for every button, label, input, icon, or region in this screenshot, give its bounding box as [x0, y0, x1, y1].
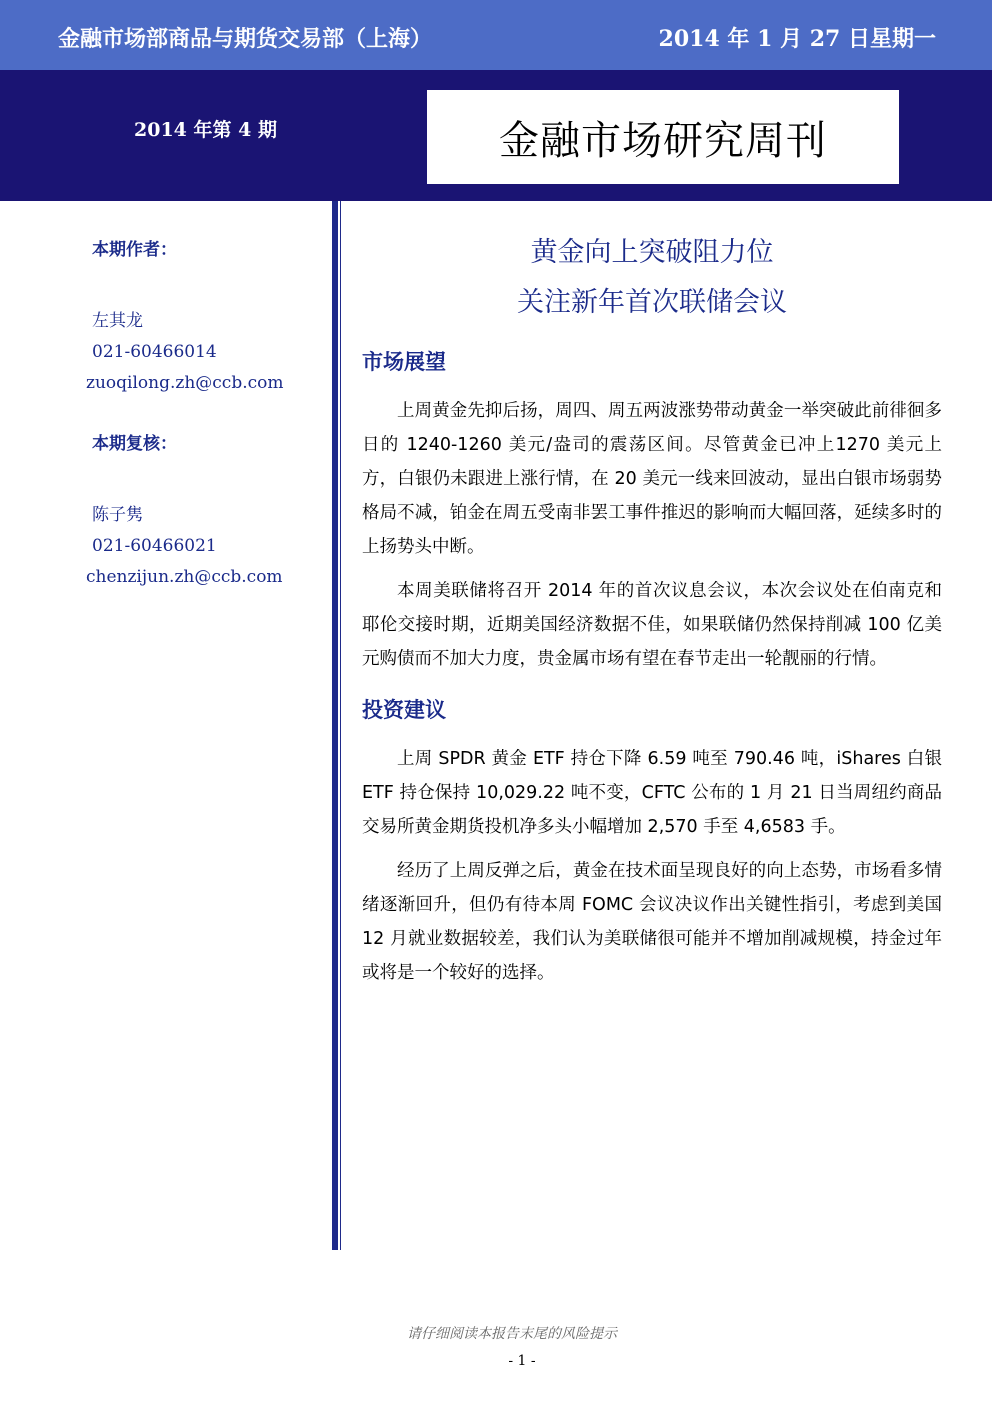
paragraph: 上周黄金先抑后扬，周四、周五两波涨势带动黄金一举突破此前徘徊多日的 1240-1260 美元/盎司的震荡区间。尽管黄金已冲上1270 美元上方，白银仍未跟进上涨行情，在 20 美元一线来回波动，显出白银市场弱势格局不减，铂金在周五受南非罢工事件推迟的影响而大幅回落，延续多时的上扬势头中断。: [362, 401, 942, 557]
column-divider: [332, 201, 338, 1250]
reviewer-phone: 021-60466021: [92, 536, 217, 556]
author-phone: 021-60466014: [92, 342, 217, 362]
page-number: - 1 -: [508, 1353, 536, 1369]
author-email: zuoqilong.zh@ccb.com: [86, 373, 284, 393]
top-header-band: [0, 0, 992, 70]
paragraph: 本周美联储将召开 2014 年的首次议息会议，本次会议处在伯南克和耶伦交接时期，近期美国经济数据不佳，如果联储仍然保持削减 100 亿美元购债而不加大力度，贵金属市场有望在春节走出一轮靓丽的行情。: [362, 581, 942, 669]
masthead-band: [0, 70, 992, 201]
issue-number: 2014 年第 4 期: [134, 119, 277, 141]
article: [362, 228, 942, 990]
risk-note: 请仔细阅读本报告末尾的风险提示: [407, 1326, 617, 1342]
reviewers-heading: 本期复核：: [92, 434, 177, 454]
author-name: 左其龙: [92, 311, 143, 331]
publication-title-box: [427, 90, 899, 184]
department-name: 金融市场部商品与期货交易部（上海）: [58, 27, 433, 52]
publication-title: 金融市场研究周刊: [499, 117, 827, 164]
section-title-outlook: 市场展望: [362, 350, 446, 374]
headline-line-2: 关注新年首次联储会议: [517, 287, 787, 318]
reviewer-name: 陈子隽: [92, 505, 143, 525]
paragraph: 上周 SPDR 黄金 ETF 持仓下降 6.59 吨至 790.46 吨，iShares 白银 ETF 持仓保持 10,029.22 吨不变，CFTC 公布的 1 月 21 日当周纽约商品交易所黄金期货投机净多头小幅增加 2,570 手至 4,6583 手。: [362, 749, 942, 837]
paragraph: 经历了上周反弹之后，黄金在技术面呈现良好的向上态势，市场看多情绪逐渐回升，但仍有待本周 FOMC 会议决议作出关键性指引，考虑到美国 12 月就业数据较差，我们认为美联储很可能并不增加削减规模，持金过年或将是一个较好的选择。: [362, 861, 942, 983]
section-title-advice: 投资建议: [362, 698, 446, 722]
authors-heading: 本期作者：: [92, 240, 177, 260]
reviewer-email: chenzijun.zh@ccb.com: [86, 567, 283, 587]
headline-line-1: 黄金向上突破阻力位: [530, 237, 774, 268]
sidebar: [86, 235, 326, 593]
publication-date: 2014 年 1 月 27 日星期一: [658, 26, 936, 52]
